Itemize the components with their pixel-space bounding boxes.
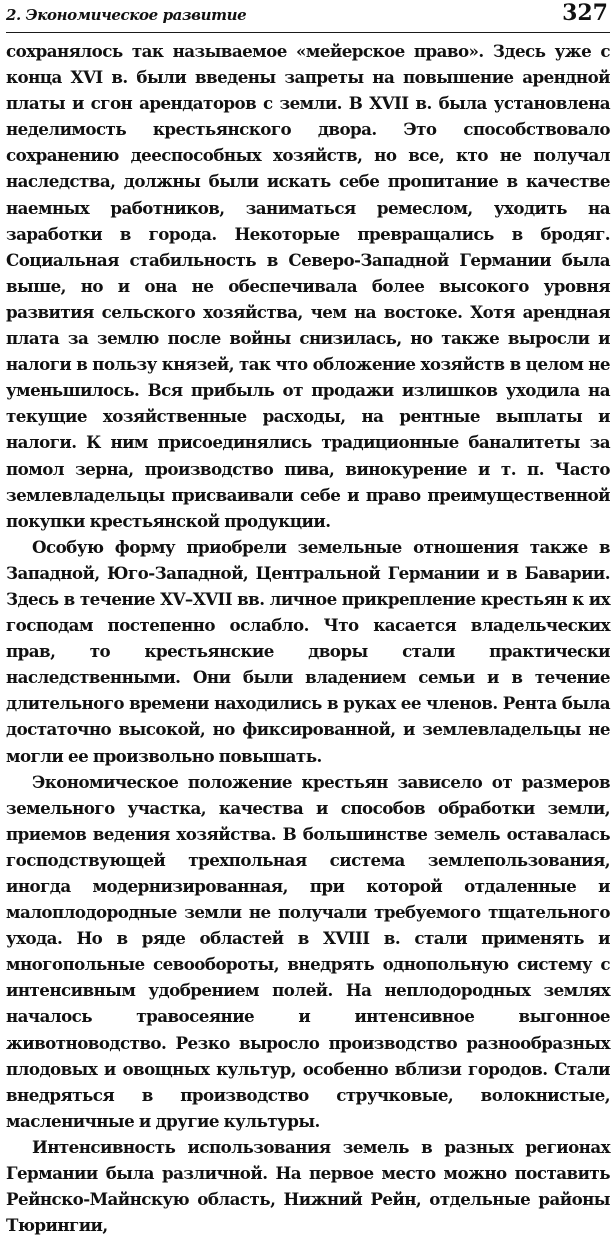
section-title: 2. Экономическое развитие bbox=[6, 6, 247, 24]
page-number: 327 bbox=[562, 0, 608, 26]
paragraph-1: сохранялось так называемое «мейерское право». Здесь уже с конца XVI в. были введены запреты на повышение арендной платы и сгон арендаторов с земли. В XVII в. была установлена неделимость крестьянского двора. Это способствовало сохранению дееспособных хозяйств, но все, кто не получал наследства, должны были искать себе пропитание в качестве наемных работников, заниматься ремеслом, уходить на заработки в города. Некоторые превращались в бродяг. Социальная стабильность в Северо-Западной Германии была выше, но и она не обеспечивала более высокого уровня развития сельского хозяйства, чем на востоке. Хотя арендная плата за землю после войны снизилась, но также выросли и налоги в пользу князей, так что обложение хозяйств в целом не уменьшилось. Вся прибыль от продажи излишков уходила на текущие хозяйственные расходы, на рентные выплаты и налоги. К ним присоединялись традиционные баналитеты за помол зерна, производство пива, винокурение и т. п. Часто землевладельцы присваивали себе и право преимущественной покупки крестьянской продукции. bbox=[6, 41, 610, 531]
page-body bbox=[6, 38, 610, 1238]
paragraph-4: Интенсивность использования земель в разных регионах Германии была различной. На первое место можно поставить Рейнско-Майнскую область, Нижний Рейн, отдельные районы Тюрингии, bbox=[6, 1136, 610, 1236]
paragraph-3: Экономическое положение крестьян зависело от размеров земельного участка, качества и способов обработки земли, приемов ведения хозяйства. В большинстве земель оставалась господствующей трехпольная система землепользования, иногда модернизированная, при которой отдаленные и малоплодородные земли не получали требуемого тщательного ухода. Но в ряде областей в XVIII в. стали применять и многопольные севообороты, внедрять однопольную систему с интенсивным удобрением полей. На неплодородных землях началось травосеяние и интенсивное выгонное животноводство. Резко выросло производство разнообразных плодовых и овощных культур, особенно вблизи городов. Стали внедряться в производство стручковые, волокнистые, масленичные и другие культуры. bbox=[6, 771, 610, 1131]
running-header bbox=[6, 0, 610, 33]
paragraph-2: Особую форму приобрели земельные отношения также в Западной, Юго-Западной, Центральной Германии и в Баварии. Здесь в течение XV–XVII вв. личное прикрепление крестьян к их господам постепенно ослабло. Что касается владельческих прав, то крестьянские дворы стали практически наследственными. Они были владением семьи и в течение длительного времени находились в руках ее членов. Рента была достаточно высокой, но фиксированной, и землевладельцы не могли ее произвольно повышать. bbox=[6, 536, 610, 766]
